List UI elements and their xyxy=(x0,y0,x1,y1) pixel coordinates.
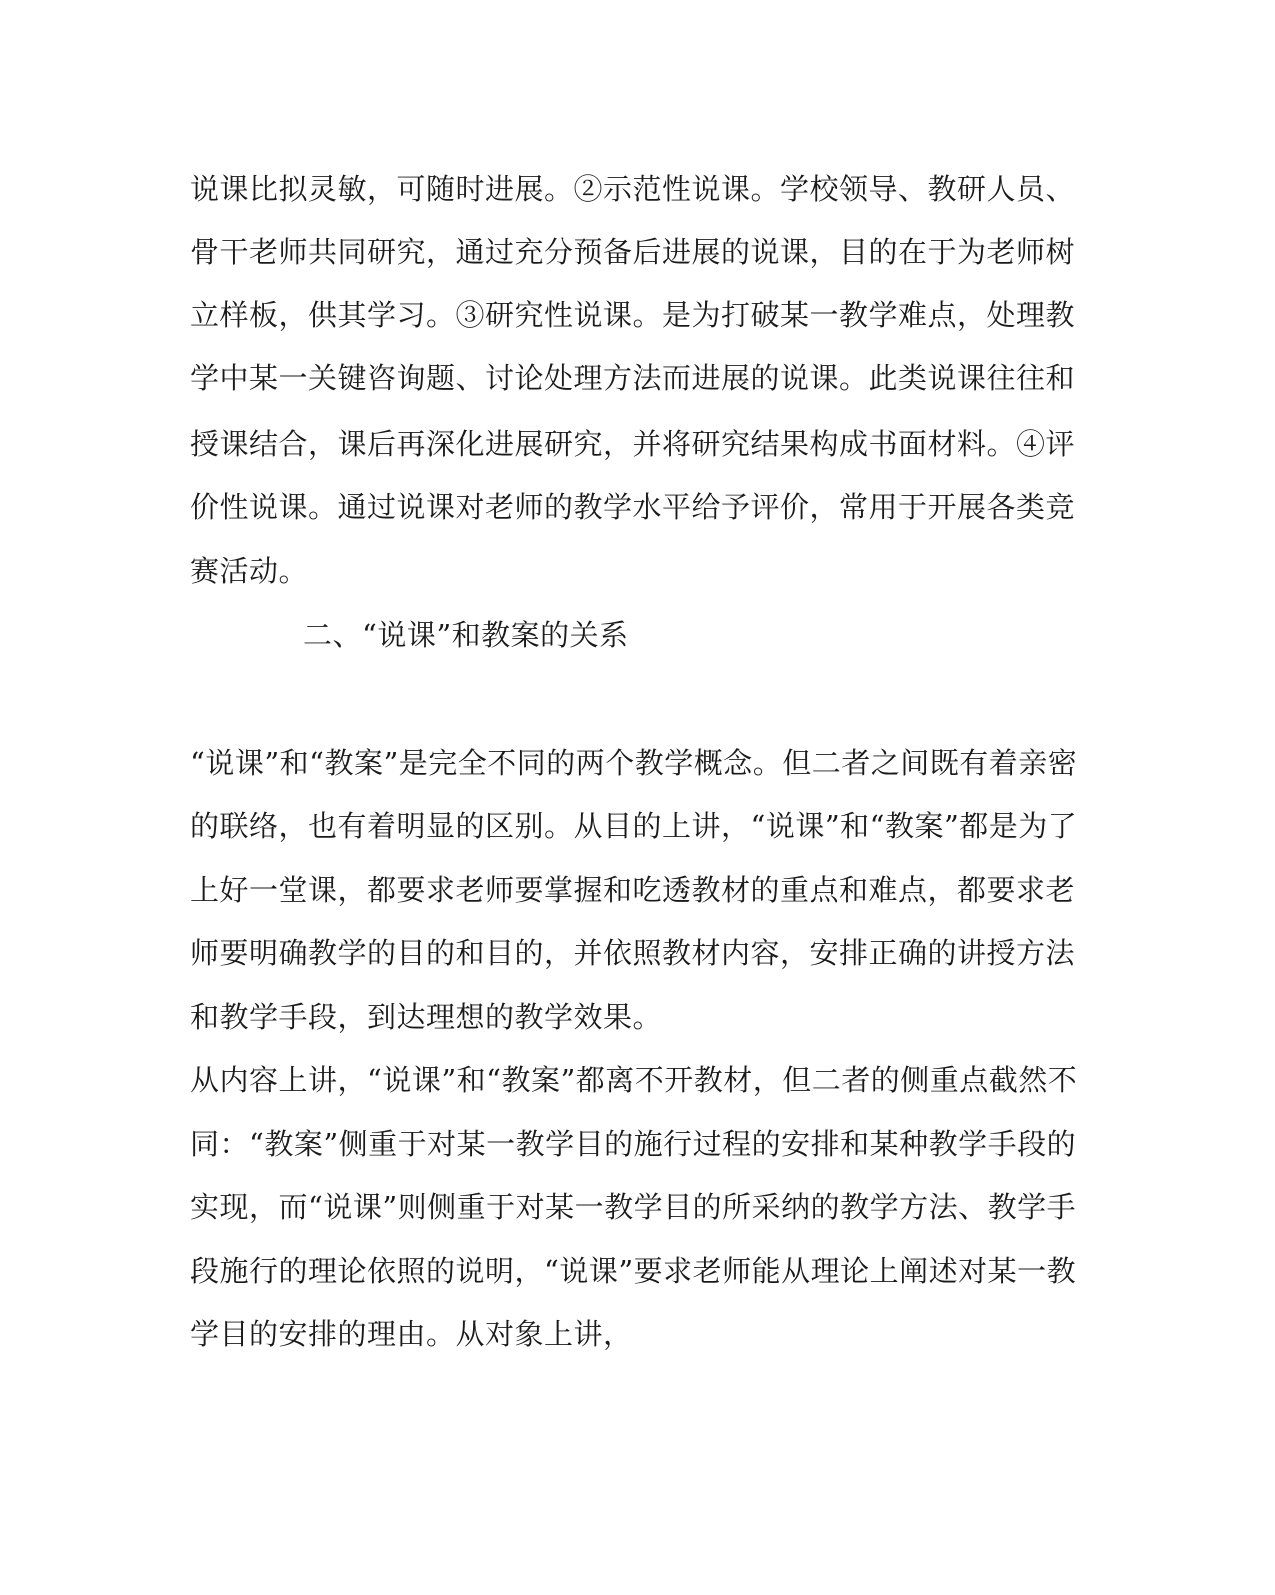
paragraph-line: 上好一堂课，都要求老师要掌握和吃透教材的重点和难点，都要求老 xyxy=(190,873,1076,907)
paragraph-line: 和教学手段，到达理想的教学效果。 xyxy=(190,1000,663,1034)
paragraph-line: 学中某一关键咨询题、讨论处理方法而进展的说课。此类说课往往和 xyxy=(190,361,1076,395)
paragraph-line: 的联络，也有着明显的区别。从目的上讲，“说课”和“教案”都是为了 xyxy=(190,809,1078,843)
paragraph-line: 赛活动。 xyxy=(190,554,309,588)
paragraph-line: 段施行的理论依照的说明，“说课”要求老师能从理论上阐述对某一教 xyxy=(190,1254,1077,1288)
paragraph-line: 同：“教案”侧重于对某一教学目的施行过程的安排和某种教学手段的 xyxy=(190,1127,1077,1161)
paragraph-line: 价性说课。通过说课对老师的教学水平给予评价，常用于开展各类竞 xyxy=(190,490,1076,524)
paragraph-line: 师要明确教学的目的和目的，并依照教材内容，安排正确的讲授方法 xyxy=(190,936,1076,970)
paragraph-line: 从内容上讲，“说课”和“教案”都离不开教材，但二者的侧重点截然不 xyxy=(190,1063,1078,1097)
paragraph-line: 实现，而“说课”则侧重于对某一教学目的所采纳的教学方法、教学手 xyxy=(190,1190,1077,1224)
paragraph-line: 说课比拟灵敏，可随时进展。②示范性说课。学校领导、教研人员、 xyxy=(190,172,1076,206)
paragraph-line: 骨干老师共同研究，通过充分预备后进展的说课，目的在于为老师树 xyxy=(190,235,1076,269)
paragraph-line: 授课结合，课后再深化进展研究，并将研究结果构成书面材料。④评 xyxy=(190,427,1076,461)
section-heading: 二、“说课”和教案的关系 xyxy=(303,618,629,652)
paragraph-line: 学目的安排的理由。从对象上讲， xyxy=(190,1317,633,1351)
paragraph-line: 立样板，供其学习。③研究性说课。是为打破某一教学难点，处理教 xyxy=(190,298,1076,332)
paragraph-line: “说课”和“教案”是完全不同的两个教学概念。但二者之间既有着亲密 xyxy=(190,746,1078,780)
